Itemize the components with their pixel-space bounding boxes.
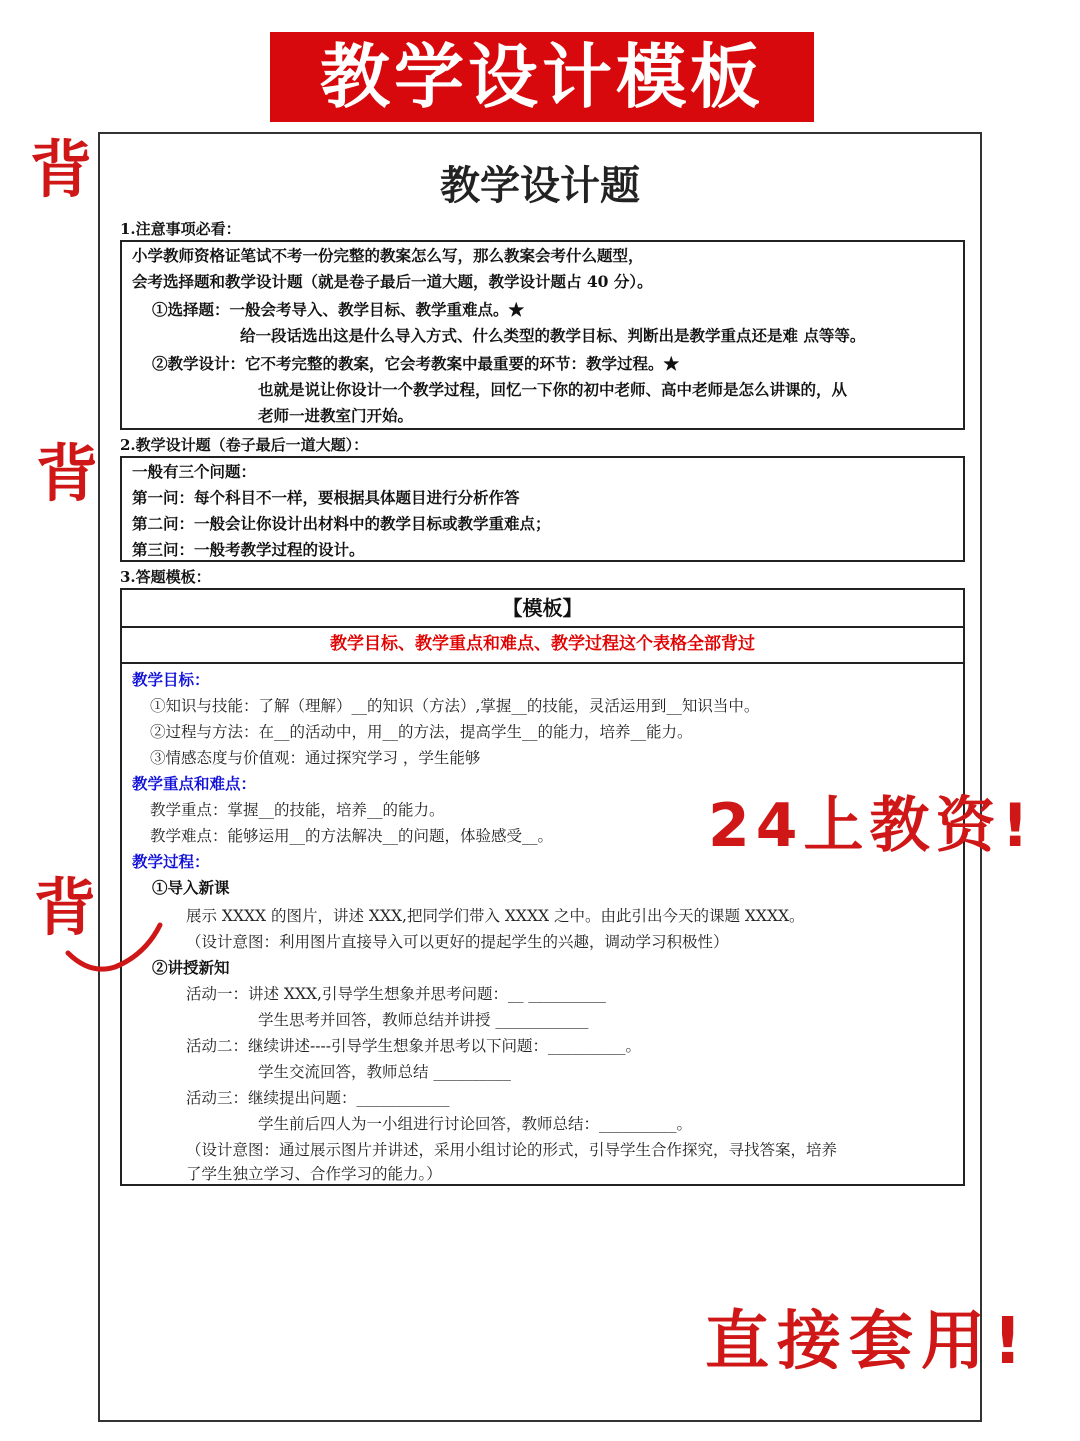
handwritten-bei-note: 背 [34, 871, 97, 944]
template-note: 教学目标、教学重点和难点、教学过程这个表格全部背过 [122, 626, 963, 664]
step1-heading: ①导入新课 [152, 878, 230, 897]
section1-heading: 1.注意事项必看： [120, 220, 241, 238]
checkmark-icon [60, 905, 170, 985]
section2-line: 第一问：每个科目不一样，要根据具体题目进行分析作答 [132, 488, 520, 507]
section1-line: 老师一进教室门开始。 [258, 406, 414, 425]
key-point-line: 教学难点：能够运用__的方法解决__的问题，体验感受__。 [150, 827, 554, 845]
section1-line: 也就是说让你设计一个教学过程，回忆一下你的初中老师、高中老师是怎么讲课的，从 [258, 380, 848, 399]
handwritten-bei-note: 背 [30, 133, 93, 206]
document-page [98, 132, 982, 1422]
step2-line: （设计意图：通过展示图片并讲述，采用小组讨论的形式，引导学生合作探究，寻找答案，培养 [186, 1141, 838, 1159]
step1-line: 展示 XXXX 的图片，讲述 XXX,把同学们带入 XXXX 之中。由此引出今天的课题 XXXX。 [186, 907, 805, 925]
section1-box [120, 240, 965, 430]
section1-line: ②教学设计：它不考完整的教案，它会考教案中最重要的环节：教学过程。★ [152, 354, 680, 373]
section1-line: 给一段话选出这是什么导入方式、什么类型的教学目标、判断出是教学重点还是难 点等等。 [240, 326, 866, 345]
key-point-line: 教学重点：掌握__的技能，培养__的能力。 [150, 801, 445, 819]
section2-box [120, 456, 965, 562]
goal-line: ③情感态度与价值观：通过探究学习 ，学生能够 [150, 749, 481, 767]
goals-heading: 教学目标： [132, 670, 210, 689]
step2-line: 活动三：继续提出问题：____________ [186, 1089, 450, 1107]
step1-line: （设计意图：利用图片直接导入可以更好的提起学生的兴趣，调动学习积极性） [186, 933, 729, 951]
step2-line: 活动二：继续讲述----引导学生想象并思考以下问题：__________。 [186, 1037, 641, 1055]
handwritten-direct-use-note: 直接套用! [705, 1305, 1031, 1379]
step2-line: 活动一：讲述 XXX,引导学生想象并思考问题：__ __________ [186, 985, 606, 1003]
template-title: 【模板】 [122, 590, 963, 628]
goal-line: ①知识与技能：了解（理解）__的知识（方法）,掌握__的技能，灵活运用到__知识当中。 [150, 697, 760, 715]
section1-line: 会考选择题和教学设计题（就是卷子最后一道大题，教学设计题占 40 分）。 [132, 272, 653, 291]
handwritten-exam-note: 24上教资! [708, 791, 1035, 861]
banner-title: 教学设计模板 [270, 32, 814, 122]
section2-heading: 2.教学设计题（卷子最后一道大题）： [120, 436, 369, 454]
handwritten-bei-note: 背 [36, 437, 99, 510]
section1-line: ①选择题：一般会考导入、教学目标、教学重难点。★ [152, 300, 525, 319]
section2-line: 第二问：一般会让你设计出材料中的教学目标或教学重难点； [132, 514, 551, 533]
document-title: 教学设计题 [440, 163, 640, 209]
section1-line: 小学教师资格证笔试不考一份完整的教案怎么写，那么教案会考什么题型， [132, 246, 644, 265]
section2-line: 第三问：一般考教学过程的设计。 [132, 540, 365, 559]
step2-line: 学生思考并回答，教师总结并讲授 ____________ [258, 1011, 589, 1029]
section3-heading: 3.答题模板： [120, 568, 211, 586]
section2-line: 一般有三个问题： [132, 462, 257, 481]
step2-line: 学生前后四人为一小组进行讨论回答，教师总结：__________。 [258, 1115, 693, 1133]
step2-heading: ②讲授新知 [152, 958, 230, 977]
key-points-heading: 教学重点和难点： [132, 774, 257, 793]
step2-line: 了学生独立学习、合作学习的能力。） [186, 1165, 442, 1183]
step2-line: 学生交流回答，教师总结 __________ [258, 1063, 511, 1081]
template-box [120, 588, 965, 1186]
goal-line: ②过程与方法：在__的活动中，用__的方法，提高学生__的能力，培养__能力。 [150, 723, 693, 741]
process-heading: 教学过程： [132, 852, 210, 871]
